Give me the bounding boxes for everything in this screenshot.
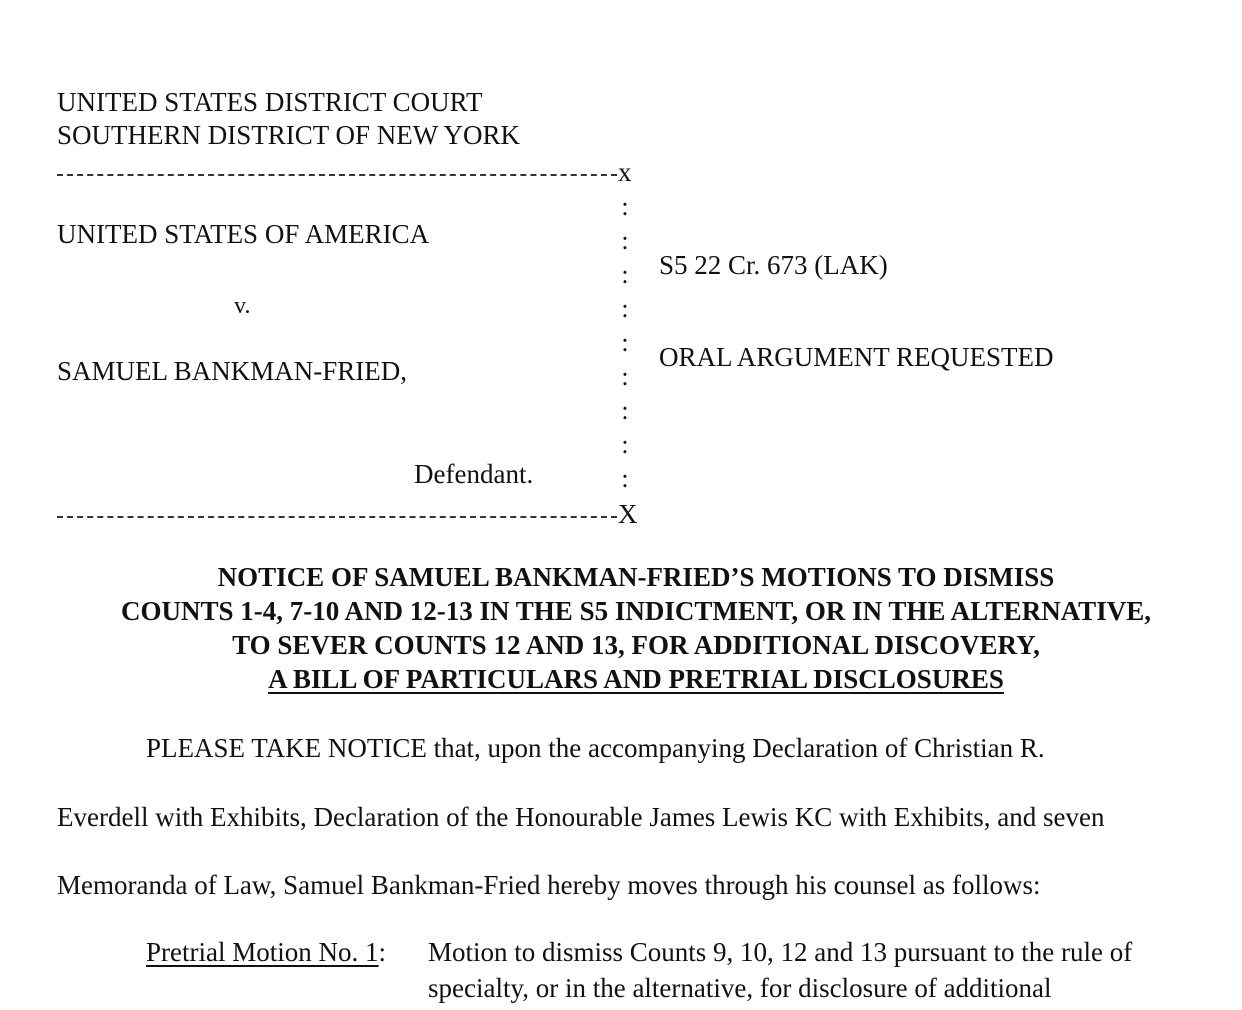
motion-label — [146, 936, 386, 968]
caption-colon: : — [621, 328, 629, 357]
plaintiff-name: UNITED STATES OF AMERICA — [57, 219, 430, 249]
court-district: SOUTHERN DISTRICT OF NEW YORK — [57, 120, 521, 150]
case-number: S5 22 Cr. 673 (LAK) — [659, 250, 888, 280]
caption-bottom-marker: X — [618, 499, 638, 529]
caption-colon: : — [621, 294, 629, 323]
title-line: TO SEVER COUNTS 12 AND 13, FOR ADDITIONAL DISCOVERY, — [232, 630, 1040, 660]
defendant-label: Defendant. — [414, 459, 534, 489]
motion-separator: : — [378, 937, 386, 967]
motion-number: Pretrial Motion No. 1 — [146, 937, 379, 967]
body-text-line: Everdell with Exhibits, Declaration of the Honourable James Lewis KC with Exhibits, and seven — [57, 802, 1105, 832]
caption-colon-column — [618, 190, 632, 496]
caption-colon: : — [621, 362, 629, 391]
caption-colon: : — [621, 430, 629, 459]
title-line-underlined: A BILL OF PARTICULARS AND PRETRIAL DISCLOSURES — [268, 664, 1004, 694]
oral-argument-requested: ORAL ARGUMENT REQUESTED — [659, 342, 1054, 372]
caption-bottom-dashes — [57, 516, 617, 518]
defendant-name: SAMUEL BANKMAN-FRIED, — [57, 356, 408, 386]
body-text-line: PLEASE TAKE NOTICE that, upon the accompanying Declaration of Christian R. — [146, 733, 1045, 763]
body-text-line: Memoranda of Law, Samuel Bankman-Fried hereby moves through his counsel as follows: — [57, 870, 1041, 900]
versus-label: v. — [234, 293, 251, 319]
title-line: COUNTS 1-4, 7-10 AND 12-13 IN THE S5 INDICTMENT, OR IN THE ALTERNATIVE, — [121, 596, 1151, 626]
caption-colon: : — [621, 464, 629, 493]
motion-description-line: specialty, or in the alternative, for disclosure of additional — [428, 973, 1052, 1003]
title-line: NOTICE OF SAMUEL BANKMAN-FRIED’S MOTIONS TO DISMISS — [217, 562, 1055, 592]
caption-colon: : — [621, 260, 629, 289]
court-name: UNITED STATES DISTRICT COURT — [57, 87, 483, 117]
caption-top-marker: x — [618, 157, 632, 187]
caption-colon: : — [621, 192, 629, 221]
caption-colon: : — [621, 226, 629, 255]
caption-top-dashes — [57, 174, 617, 176]
caption-colon: : — [621, 396, 629, 425]
motion-title — [30, 560, 1242, 696]
motion-description-line: Motion to dismiss Counts 9, 10, 12 and 13 pursuant to the rule of — [428, 937, 1133, 967]
